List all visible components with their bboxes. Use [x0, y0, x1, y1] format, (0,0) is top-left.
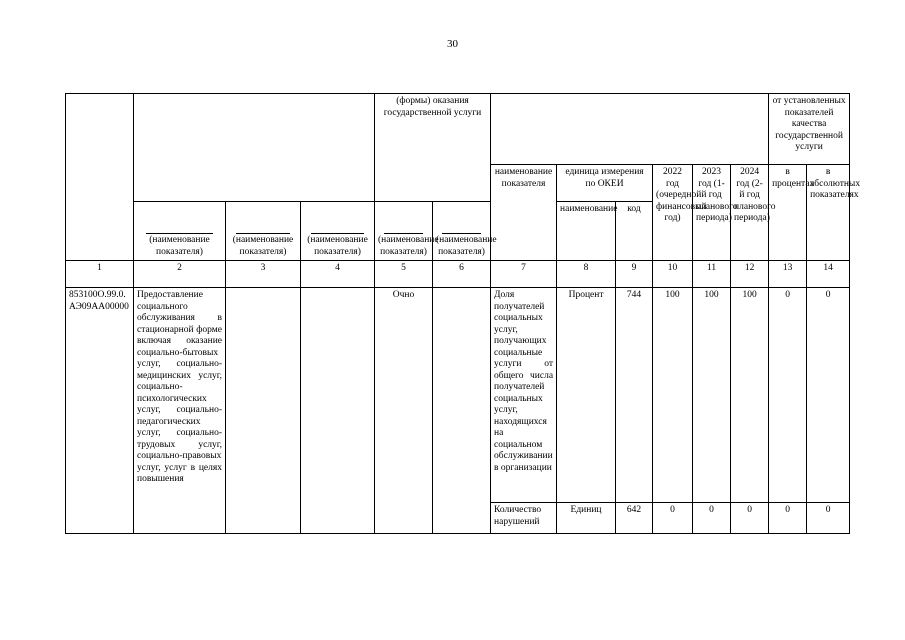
unit-code: 744 — [616, 288, 653, 503]
table-row — [66, 288, 850, 503]
header-deviation-caption: от установленных показателей качества государственной услуги — [769, 94, 850, 165]
header-year-2022: 2022 год (очередной финансовый год) — [653, 165, 693, 261]
registry-number: 853100О.99.0.АЭ09АА00000 — [66, 288, 134, 534]
value-2024: 100 — [731, 288, 769, 503]
column-number: 9 — [616, 261, 653, 288]
page-number: 30 — [447, 38, 458, 50]
column-number: 10 — [653, 261, 693, 288]
value-2023: 0 — [693, 503, 731, 534]
column-number: 14 — [807, 261, 850, 288]
deviation-percent: 0 — [769, 503, 807, 534]
sub-indicator-3: (наименование показателя) — [226, 202, 301, 261]
column-number: 13 — [769, 261, 807, 288]
sub-indicator-5: (наименование показателя) — [375, 202, 433, 261]
content-cell-4 — [301, 288, 375, 534]
indicator-name: Доля получателей социальных услуг, получающих социальные услуги от общего числа получателей социальных услуг, находящихся на социальном обслуживании в организации — [491, 288, 557, 503]
service-form: Очно — [375, 288, 433, 534]
column-number: 11 — [693, 261, 731, 288]
column-number: 5 — [375, 261, 433, 288]
deviation-absolute: 0 — [807, 503, 850, 534]
header-in-absolute: в абсолютных показателях — [807, 165, 850, 261]
indicator-name: Количество нарушений — [491, 503, 557, 534]
column-number: 8 — [557, 261, 616, 288]
header-unit-name: наименование — [557, 202, 616, 261]
form-cell-6 — [433, 288, 491, 534]
column-number: 12 — [731, 261, 769, 288]
sub-indicator-4: (наименование показателя) — [301, 202, 375, 261]
column-numbers-row — [66, 261, 850, 288]
header-in-percent: в процентах — [769, 165, 807, 261]
header-year-2023: 2023 год (1-й год планового периода) — [693, 165, 731, 261]
header-registry-cell — [66, 94, 134, 261]
column-number: 3 — [226, 261, 301, 288]
sub-indicator-6: (наименование показателя) — [433, 202, 491, 261]
deviation-percent: 0 — [769, 288, 807, 503]
column-number: 7 — [491, 261, 557, 288]
header-indicator-name: наименование показателя — [491, 165, 557, 261]
header-content-cell — [134, 94, 375, 202]
header-form-caption: (формы) оказания государственной услуги — [375, 94, 491, 202]
value-2023: 100 — [693, 288, 731, 503]
header-year-2024: 2024 год (2-й год планового периода) — [731, 165, 769, 261]
sub-indicator-2: (наименование показателя) — [134, 202, 226, 261]
header-unit-code: код — [616, 202, 653, 261]
deviation-absolute: 0 — [807, 288, 850, 503]
column-number: 1 — [66, 261, 134, 288]
quality-indicators-table — [65, 93, 861, 534]
service-description: Предоставление социального обслуживания в стационарной форме включая оказание социально-бытовых услуг, социально-медицинских услуг, социально-психологических услуг, социально-педагогических услуг, социально-трудовых услуг, социально-правовых услуг, услуг в целях повышения — [134, 288, 226, 534]
unit-name: Единиц — [557, 503, 616, 534]
header-values-cell — [491, 94, 769, 165]
column-number: 6 — [433, 261, 491, 288]
column-number: 2 — [134, 261, 226, 288]
value-2022: 0 — [653, 503, 693, 534]
content-cell-3 — [226, 288, 301, 534]
unit-code: 642 — [616, 503, 653, 534]
header-unit-okei: единица измерения по ОКЕИ — [557, 165, 653, 202]
unit-name: Процент — [557, 288, 616, 503]
value-2022: 100 — [653, 288, 693, 503]
value-2024: 0 — [731, 503, 769, 534]
column-number: 4 — [301, 261, 375, 288]
